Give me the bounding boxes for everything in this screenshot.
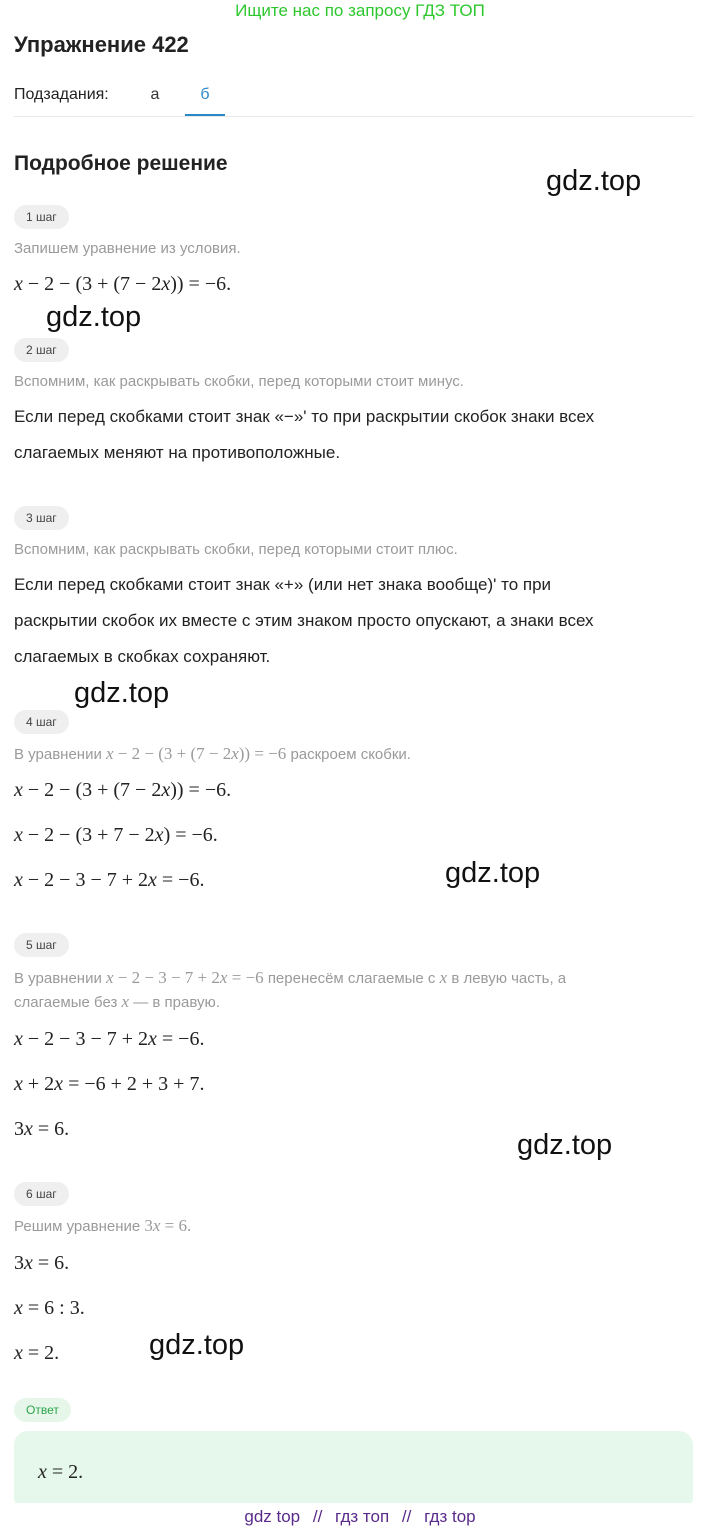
- equation: 3x = 6.: [14, 1252, 70, 1274]
- watermark: gdz.top: [546, 165, 642, 197]
- equation: x − 2 − 3 − 7 + 2x = −6.: [14, 869, 205, 891]
- footer-link[interactable]: гдз top: [424, 1507, 476, 1526]
- subtask-tab-a[interactable]: а: [150, 86, 160, 103]
- watermark: gdz.top: [74, 677, 170, 709]
- subtask-tab-b[interactable]: б: [185, 86, 225, 116]
- footer-link[interactable]: гдз топ: [335, 1507, 390, 1526]
- equation: x − 2 − (3 + (7 − 2x)) = −6.: [14, 273, 232, 295]
- rule-text: слагаемых меняют на противоположные.: [14, 443, 341, 462]
- rule-text: Если перед скобками стоит знак «−»' то при раскрытии скобок знаки всех: [14, 407, 595, 426]
- equation: x = 6 : 3.: [14, 1297, 85, 1319]
- step-hint: Вспомним, как раскрывать скобки, перед которыми стоит минус.: [14, 373, 464, 390]
- step-badge: 2 шаг: [14, 338, 69, 362]
- footer-separator: //: [401, 1507, 412, 1526]
- solution-heading: Подробное решение: [14, 152, 228, 175]
- equation: x − 2 − (3 + (7 − 2x)) = −6.: [14, 779, 232, 801]
- rule-text: слагаемых в скобках сохраняют.: [14, 647, 271, 666]
- watermark: gdz.top: [149, 1329, 245, 1361]
- step-badge: 5 шаг: [14, 933, 69, 957]
- subtasks-label: Подзадания:: [14, 86, 109, 103]
- equation: 3x = 6.: [14, 1118, 70, 1140]
- step-badge: 6 шаг: [14, 1182, 69, 1206]
- step-badge: 3 шаг: [14, 506, 69, 530]
- equation: x − 2 − 3 − 7 + 2x = −6.: [14, 1028, 205, 1050]
- subtasks-bar: [14, 78, 694, 117]
- step-badge: 4 шаг: [14, 710, 69, 734]
- answer-equation: x = 2.: [38, 1461, 84, 1483]
- page-title: Упражнение 422: [14, 32, 189, 57]
- step-hint: слагаемые без x — в правую.: [14, 992, 220, 1011]
- watermark: gdz.top: [46, 301, 142, 333]
- footer-links: [0, 1503, 720, 1531]
- step-hint: Вспомним, как раскрывать скобки, перед которыми стоит плюс.: [14, 541, 458, 558]
- step-hint: В уравнении x − 2 − (3 + (7 − 2x)) = −6 раскроем скобки.: [14, 744, 411, 763]
- watermark: gdz.top: [517, 1129, 613, 1161]
- step-hint: Запишем уравнение из условия.: [14, 240, 241, 257]
- step-hint: В уравнении x − 2 − 3 − 7 + 2x = −6 перенесём слагаемые с x в левую часть, а: [14, 968, 567, 987]
- rule-text: Если перед скобками стоит знак «+» (или нет знака вообще)' то при: [14, 575, 552, 594]
- answer-box: [14, 1431, 693, 1511]
- answer-badge: Ответ: [14, 1398, 71, 1422]
- rule-text: раскрытии скобок их вместе с этим знаком просто опускают, а знаки всех: [14, 611, 594, 630]
- watermark: gdz.top: [445, 857, 541, 889]
- equation: x + 2x = −6 + 2 + 3 + 7.: [14, 1073, 205, 1095]
- footer-link[interactable]: gdz top: [244, 1507, 301, 1526]
- equation: x − 2 − (3 + 7 − 2x) = −6.: [14, 824, 218, 846]
- promo-banner: Ищите нас по запросу ГДЗ ТОП: [235, 1, 485, 20]
- footer-separator: //: [312, 1507, 323, 1526]
- equation: x = 2.: [14, 1342, 60, 1364]
- step-hint: Решим уравнение 3x = 6.: [14, 1216, 192, 1235]
- step-badge: 1 шаг: [14, 205, 69, 229]
